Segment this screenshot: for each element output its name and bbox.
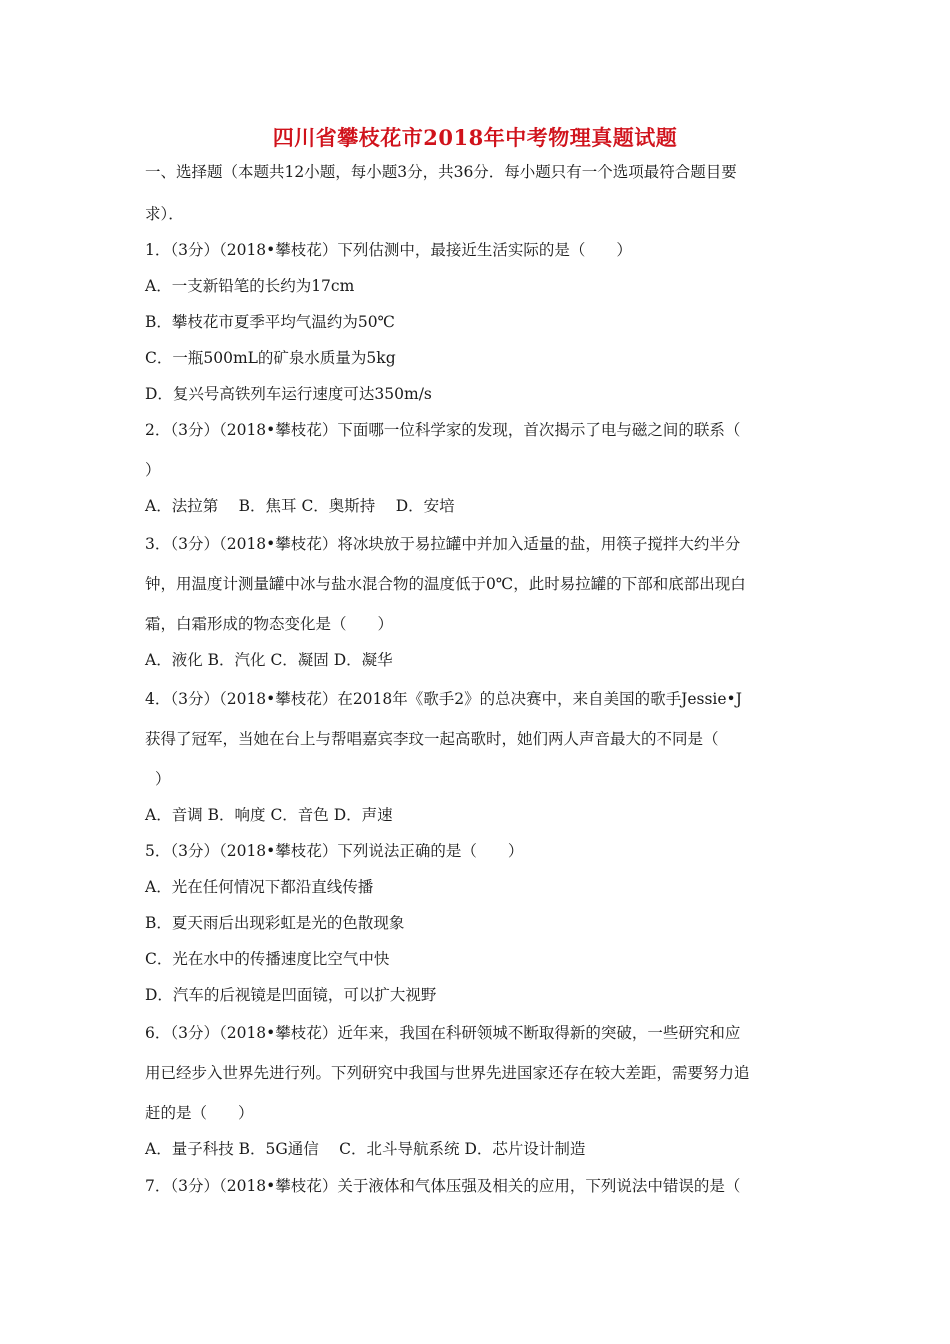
question-2-stem-line-2: ）	[145, 461, 161, 479]
section-intro-line-1: 一、选择题（本题共12小题，每小题3分，共36分．每小题只有一个选项最符合题目要	[145, 163, 737, 181]
question-1-option-b: B．攀枝花市夏季平均气温约为50℃	[145, 313, 395, 331]
question-4-options: A．音调 B．响度 C．音色 D．声速	[145, 806, 393, 824]
question-1-stem: 1．（3分）（2018•攀枝花）下列估测中，最接近生活实际的是（ ）	[145, 241, 632, 259]
question-3-stem-line-3: 霜，白霜形成的物态变化是（ ）	[145, 615, 394, 633]
question-4-stem-line-2: 获得了冠军，当她在台上与帮唱嘉宾李玟一起高歌时，她们两人声音最大的不同是（	[145, 730, 719, 748]
question-2-stem-line-1: 2．（3分）（2018•攀枝花）下面哪一位科学家的发现，首次揭示了电与磁之间的联系（	[145, 421, 741, 439]
question-6-options: A．量子科技 B．5G通信 C．北斗导航系统 D．芯片设计制造	[145, 1140, 586, 1158]
question-3-stem-line-1: 3．（3分）（2018•攀枝花）将冰块放于易拉罐中并加入适量的盐，用筷子搅拌大约半分	[145, 535, 741, 553]
question-5-stem: 5．（3分）（2018•攀枝花）下列说法正确的是（ ）	[145, 842, 524, 860]
question-5-option-b: B．夏天雨后出现彩虹是光的色散现象	[145, 914, 405, 932]
question-6-stem-line-1: 6．（3分）（2018•攀枝花）近年来，我国在科研领城不断取得新的突破，一些研究和应	[145, 1024, 741, 1042]
question-1-option-d: D．复兴号高铁列车运行速度可达350m/s	[145, 385, 432, 403]
question-4-stem-line-1: 4．（3分）（2018•攀枝花）在2018年《歌手2》的总决赛中，来自美国的歌手Jessie•J	[145, 690, 742, 708]
question-5-option-c: C．光在水中的传播速度比空气中快	[145, 950, 390, 968]
question-2-options: A．法拉第 B．焦耳 C．奥斯持 D．安培	[145, 497, 455, 515]
document-title: 四川省攀枝花市2018年中考物理真题试题	[272, 125, 678, 150]
question-6-stem-line-2: 用已经步入世界先进行列。下列研究中我国与世界先进国家还存在较大差距，需要努力追	[145, 1064, 750, 1082]
question-4-stem-line-3: ）	[155, 770, 171, 788]
section-intro-line-2: 求）．	[145, 205, 184, 223]
question-7-stem-line-1: 7．（3分）（2018•攀枝花）关于液体和气体压强及相关的应用，下列说法中错误的是（	[145, 1177, 741, 1195]
question-5-option-d: D．汽车的后视镜是凹面镜，可以扩大视野	[145, 986, 437, 1004]
question-6-stem-line-3: 赶的是（ ）	[145, 1104, 254, 1122]
question-1-option-c: C．一瓶500mL的矿泉水质量为5kg	[145, 349, 396, 367]
question-5-option-a: A．光在任何情况下都沿直线传播	[145, 878, 374, 896]
question-1-option-a: A．一支新铅笔的长约为17cm	[145, 277, 355, 295]
question-3-options: A．液化 B．汽化 C．凝固 D．凝华	[145, 651, 393, 669]
question-3-stem-line-2: 钟，用温度计测量罐中冰与盐水混合物的温度低于0℃，此时易拉罐的下部和底部出现白	[145, 575, 746, 593]
